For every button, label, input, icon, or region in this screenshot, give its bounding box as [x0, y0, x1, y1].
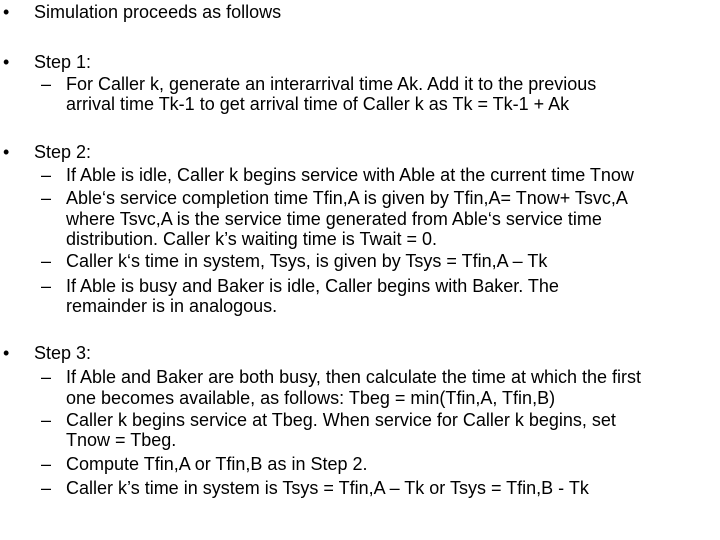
step-1-line-2: arrival time Tk-1 to get arrival time of Caller k as Tk = Tk-1 + Ak: [66, 94, 570, 114]
step-3-item-2-line-2: Tnow = Tbeg.: [66, 430, 177, 450]
dash-marker: –: [41, 251, 52, 271]
bullet-marker: •: [3, 52, 10, 72]
step-2-item-2-line-3: distribution. Caller k’s waiting time is Twait = 0.: [66, 229, 437, 249]
step-1-line-1: For Caller k, generate an interarrival time Ak. Add it to the previous: [66, 74, 597, 94]
dash-marker: –: [41, 165, 52, 185]
dash-marker: –: [41, 367, 52, 387]
dash-marker: –: [41, 454, 52, 474]
step-2-item-4-line-2: remainder is in analogous.: [66, 296, 278, 316]
intro-text: Simulation proceeds as follows: [34, 2, 282, 22]
step-3-item-3-text: Compute Tfin,A or Tfin,B as in Step 2.: [66, 454, 368, 474]
step-3-heading: Step 3:: [34, 343, 92, 363]
dash-marker: –: [41, 478, 52, 498]
bullet-marker: •: [3, 142, 10, 162]
step-2-item-1-text: If Able is idle, Caller k begins service with Able at the current time Tnow: [66, 165, 634, 185]
dash-marker: –: [41, 74, 52, 94]
step-3-item-1-line-1: If Able and Baker are both busy, then calculate the time at which the first: [66, 367, 641, 387]
step-3-item-1-line-2: one becomes available, as follows: Tbeg = min(Tfin,A, Tfin,B): [66, 388, 556, 408]
step-2-item-4-line-1: If Able is busy and Baker is idle, Caller begins with Baker. The: [66, 276, 559, 296]
step-2-heading: Step 2:: [34, 142, 92, 162]
dash-marker: –: [41, 276, 52, 296]
step-2-item-2-line-2: where Tsvc,A is the service time generated from Able‘s service time: [66, 209, 602, 229]
bullet-marker: •: [3, 2, 10, 22]
dash-marker: –: [41, 188, 52, 208]
step-3-item-4-text: Caller k’s time in system is Tsys = Tfin,A – Tk or Tsys = Tfin,B - Tk: [66, 478, 589, 498]
bullet-marker: •: [3, 343, 10, 363]
step-3-item-2-line-1: Caller k begins service at Tbeg. When service for Caller k begins, set: [66, 410, 616, 430]
step-1-heading: Step 1:: [34, 52, 92, 72]
step-2-item-2-line-1: Able‘s service completion time Tfin,A is given by Tfin,A= Tnow+ Tsvc,A: [66, 188, 628, 208]
dash-marker: –: [41, 410, 52, 430]
step-2-item-3-text: Caller k‘s time in system, Tsys, is given by Tsys = Tfin,A – Tk: [66, 251, 548, 271]
